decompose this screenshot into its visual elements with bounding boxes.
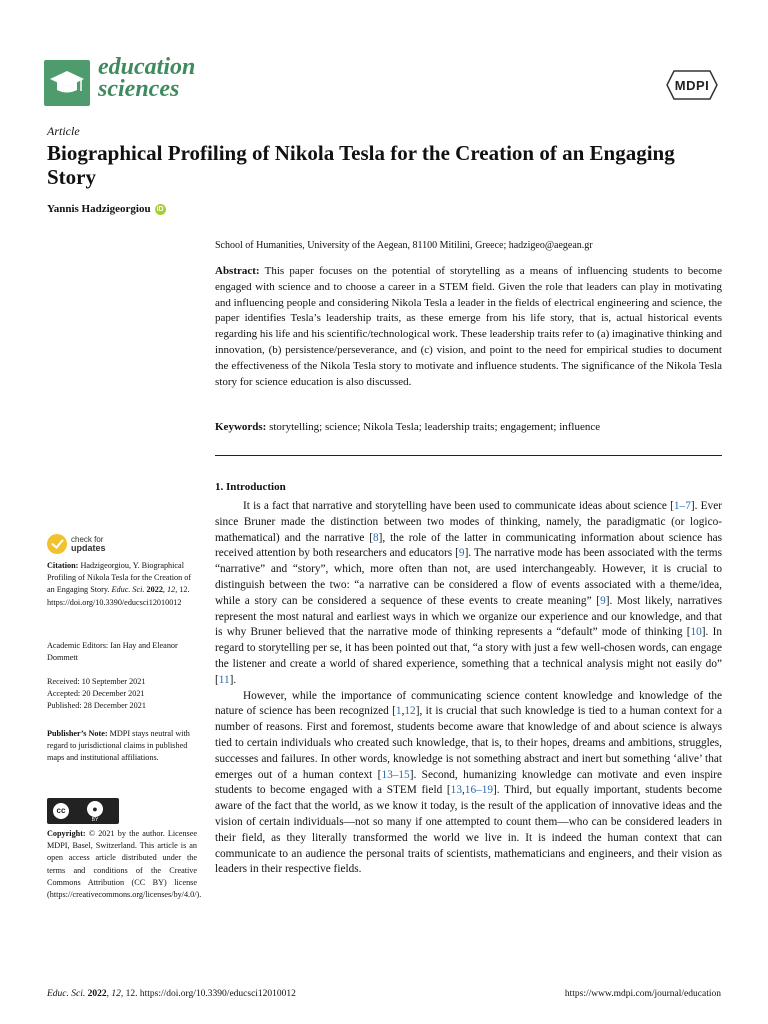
accepted-date: Accepted: 20 December 2021 [47,689,145,699]
citation-link[interactable]: 9 [458,547,465,560]
citation-link[interactable]: 12 [404,705,416,718]
text-run: ]. Second, humanizing knowledge can motivate and even inspire students to become engaged with a STEM field [ [215,768,723,797]
editors-text: Ian Hay and Eleanor Dommett [47,641,178,663]
citation-link[interactable]: 10 [690,626,702,639]
keywords-label: Keywords: [215,421,267,433]
publication-dates [47,676,197,713]
article-type: Article [47,124,80,138]
footer-journal-url[interactable]: https://www.mdpi.com/journal/education [564,989,721,999]
citation-doi[interactable]: , 12. https://doi.org/10.3390/educsci12010012 [47,585,190,607]
citation-link[interactable]: 13 [450,784,462,797]
author-name: Yannis Hadzigeorgiou [47,203,151,215]
check-line-1: check for [71,535,104,544]
by-label: BY [91,817,99,823]
orcid-icon[interactable]: iD [156,205,164,213]
citation-label: Citation: [47,561,79,570]
abstract-label: Abstract: [215,265,260,277]
editors-label: Academic Editors: [47,641,109,650]
check-line-2: updates [71,543,106,553]
paragraph-1 [215,499,722,689]
copyright-text: © 2021 by the author. Licensee MDPI, Basel, Switzerland. This article is an open access article distributed under the terms and conditions of the Creative Commons Attribution (CC BY) license (https://creativecommons.org/licenses/by/4.0/). [47,829,202,900]
citation-link[interactable]: 11 [218,673,230,686]
affiliation: School of Humanities, University of the Aegean, 81100 Mitilini, Greece; hadzigeo@aegean.gr [215,240,593,251]
citation-text: Hadzigeorgiou, Y. Biographical Profiling of Nikola Tesla for the Creation of an Engaging Story. [47,561,192,595]
text-run: ]. In regard to storytelling per se, it has been pointed out that, “a story with just a few well-chosen words, can engage the listener and create a world of shared experience, something that a technical analysis might not easily do” [ [215,626,722,686]
text-run: , [401,705,405,718]
text-run: ]. The narrative mode has been associated with the terms “narrative” and “story”, which, more often than not, are used interchangeably. However, it is crucial to distinguish between the two: “a narrative can be considered a flow of events associated with a theme/idea, while a story can be considered a sequence of these events to create meaning” [ [215,547,722,607]
mdpi-wordmark: MDPI [674,78,710,93]
attribution-icon: ● [87,801,103,817]
text-run: ]. Third, but equally important, students become aware of the fact that the world, as we know it today, is the result of the application of innovative ideas and the vision of certain individuals—not so many if one attempted to count them—who can be considered leaders in their field, as they literally transformed the world we live in. It is indeed the human context that can communicate to an audience the personal traits of scientists, mathematicians and engineers, and their vision as leaders in their respective fields. [215,784,722,876]
paragraph-2 [215,689,722,879]
footer-journal: Educ. Sci. [47,989,86,999]
text-run: ], it is crucial that such knowledge is tied to a human context for a number of reasons. First and foremost, students become aware that knowledge of and about science is always tied to certain individuals who created such knowledge, that is, to their hopes, dreams and ambitions, struggles, successes and failures. In other words, knowledge is not something abstract and inert but something ‘alive’ that emerges out of a human context [ [215,705,722,781]
citation-link[interactable]: 8 [372,531,379,544]
article-title: Biographical Profiling of Nikola Tesla for the Creation of an Engaging Story [47,141,675,189]
published-date: Published: 28 December 2021 [47,701,146,711]
copyright-block [47,828,202,901]
citation-link[interactable]: 1–7 [673,500,691,512]
citation-volume: 12 [167,585,176,595]
citation-link[interactable]: 1 [395,705,402,718]
cc-by-badge[interactable] [47,798,119,824]
mdpi-logo [666,70,718,100]
text-run: ]. Ever since Bruner made the distinction between two modes of thinking, namely, the paradigmatic (or logico-mathematical) and the narrative [ [215,500,722,544]
text-run: , [461,784,465,797]
footer-citation: Educ. Sci. 2022, 12, 12. https://doi.org/10.3390/educsci12010012 [47,989,296,999]
citation-link[interactable]: 13–15 [381,768,410,781]
keywords-text: storytelling; science; Nikola Tesla; leadership traits; engagement; influence [269,421,601,433]
note-label: Publisher’s Note: [47,729,108,738]
text-run: ], the role of the latter in communicating information about science has received attention by both researchers and educators [ [215,531,723,560]
introduction-body [215,499,722,878]
author [47,203,166,215]
citation-journal: Educ. Sci. [111,585,145,595]
abstract-text: This paper focuses on the potential of storytelling as a means of influencing students to become engaged with science and to choose a career in a STEM field. Given the role that leaders can play in motivating and influencing people and considering Nikola Tesla a leader in the fields of electrical engineering and science, the paper identifies Tesla’s leadership traits, as these emerge from his life story, that is, actual historical events regarding his life and his scientific/technological work. These leadership traits refer to (a) imaginative thinking and innovation, (b) persistence/perseverance, and (c) vision, and point to the need for empirical studies to document the effectiveness of the Nikola Tesla story to motivate and influence students. The significance of the Nikola Tesla story for science education is also discussed. [215,265,722,388]
checkmark-icon [47,534,67,554]
publishers-note [47,728,197,765]
abstract [215,264,722,390]
creative-commons-icon: cc [51,801,71,821]
journal-name-line2: sciences [98,76,180,102]
check-for-updates-label [71,535,106,553]
text-run: ]. Most likely, narratives represent the most natural and earliest ways in which we organize our experience and our knowledge, and that is why Bruner believed that the narrative mode of thinking represents a “default” mode of thinking [ [215,594,722,639]
keywords [215,420,722,436]
citation-year: 2022 [146,585,163,595]
journal-logo [44,56,195,106]
check-for-updates-button[interactable] [47,534,106,554]
mortarboard-icon [44,60,90,106]
footer-year: 2022 [87,989,107,999]
section-heading: 1. Introduction [215,481,286,493]
section-divider [215,455,722,456]
text-run: However, while the importance of communicating science content knowledge and knowledge of the nature of science has been recognized [ [215,689,722,718]
citation-link[interactable]: 9 [600,594,606,607]
footer-doi[interactable]: , 12. https://doi.org/10.3390/educsci12010012 [120,989,296,999]
received-date: Received: 10 September 2021 [47,677,146,686]
copyright-label: Copyright: [47,829,86,838]
citation-block: Citation: Hadzigeorgiou, Y. Biographical Profiling of Nikola Tesla for the Creation of an Engaging Story. Educ. Sci. 2022, 12, 12. https://doi.org/10.3390/educsci12010012 [47,561,192,607]
footer-volume: 12 [111,989,121,999]
note-text: MDPI stays neutral with regard to jurisdictional claims in published maps and institutional affiliations. [47,729,190,763]
citation-link[interactable]: 16–19 [464,784,494,797]
text-run: It is a fact that narrative and storytelling have been used to communicate ideas about science [ [243,500,674,512]
academic-editors [47,640,197,664]
text-run: ]. [229,673,237,686]
journal-name [98,56,195,100]
journal-name-line1: education [98,54,196,80]
